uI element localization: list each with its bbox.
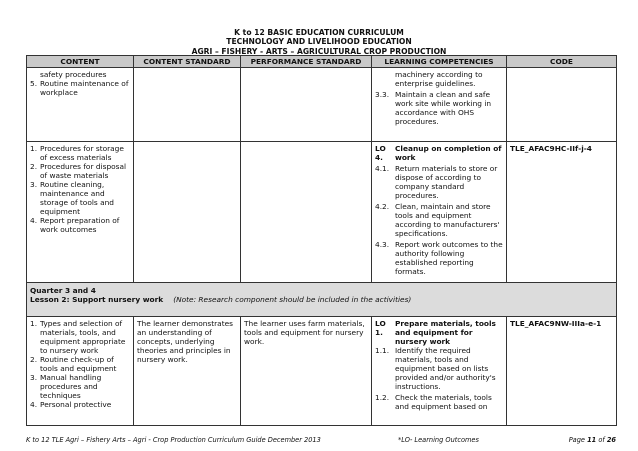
code-cell [507, 317, 617, 426]
competencies-cell [372, 68, 507, 142]
content-standard-cell [134, 68, 241, 142]
learning-outcome: LO 4. Cleanup on completion of work [375, 144, 502, 163]
content-item: 5. Routine maintenance of workplace [30, 79, 129, 98]
code-cell [507, 142, 617, 283]
competency-item: 4.2. Clean, maintain and store tools and equipment according to manufacturers' specifications. [375, 202, 500, 239]
competency-item: 4.1. Return materials to store or dispose of according to company standard procedures. [375, 164, 498, 201]
lesson-title [30, 295, 613, 304]
competency-code: TLE_AFAC9HC-IIf-j-4 [510, 144, 592, 154]
competencies-cell [372, 142, 507, 283]
code-cell [507, 68, 617, 142]
quarter-cell [27, 283, 617, 317]
performance-standard-cell [241, 142, 372, 283]
col-header-learning-competencies: LEARNING COMPETENCIES [372, 56, 507, 68]
content-cell [27, 142, 134, 283]
header-subject: AGRI – FISHERY - ARTS – AGRICULTURAL CROP PRODUCTION [191, 46, 447, 56]
col-header-content-standard: CONTENT STANDARD [134, 56, 241, 68]
competency-item: 1.1. Identify the required materials, tools and equipment based on lists provided and/or authority's instructions. [375, 346, 496, 392]
content-item: safety procedures [40, 70, 107, 80]
research-note: (Note: Research component should be included in the activities) [173, 295, 412, 305]
content-cell [27, 317, 134, 426]
competency-item: 4.3. Report work outcomes to the authority following established reporting formats. [375, 240, 503, 277]
header-title: K to 12 BASIC EDUCATION CURRICULUM [234, 28, 404, 37]
table-row [27, 142, 617, 283]
document-header [0, 28, 638, 56]
content-item: 1. Types and selection of materials, tools, and equipment appropriate to nursery work [30, 319, 126, 356]
quarter-row [27, 283, 617, 317]
learning-outcome: LO 1. Prepare materials, tools and equipment for nursery work [375, 319, 496, 347]
quarter-title: Quarter 3 and 4 [30, 286, 96, 296]
col-header-code: CODE [507, 56, 617, 68]
performance-standard-cell [241, 68, 372, 142]
footer-lo-note: *LO- Learning Outcomes [398, 436, 479, 444]
content-standard-cell: The learner demonstrates an understanding of concepts, underlying theories and principles in nursery work. [134, 317, 241, 426]
table-row [27, 317, 617, 426]
col-header-content: CONTENT [27, 56, 134, 68]
curriculum-table [26, 55, 617, 426]
table-header-row [27, 56, 617, 68]
content-item: 3. Manual handling procedures and techniques [30, 373, 102, 401]
content-item: 2. Procedures for disposal of waste materials [30, 162, 127, 181]
col-header-performance-standard: PERFORMANCE STANDARD [241, 56, 372, 68]
performance-standard-cell: The learner uses farm materials, tools and equipment for nursery work. [241, 317, 372, 426]
competency-item: machinery according to enterprise guidelines. [395, 70, 483, 89]
footer-guide-title: K to 12 TLE Agri – Fishery Arts – Agri - Crop Production Curriculum Guide December 2013 [26, 436, 321, 444]
competencies-cell [372, 317, 507, 426]
header-subtitle: TECHNOLOGY AND LIVELIHOOD EDUCATION [226, 37, 412, 47]
content-item: 2. Routine check-up of tools and equipment [30, 355, 117, 374]
content-cell [27, 68, 134, 142]
table-row [27, 68, 617, 142]
content-item: 4. Report preparation of work outcomes [30, 216, 120, 235]
content-item: 1. Procedures for storage of excess materials [30, 144, 124, 163]
competency-item: 3.3. Maintain a clean and safe work site while working in accordance with OHS procedures. [375, 90, 492, 127]
content-item: 4. Personal protective [30, 400, 112, 410]
competency-item: 1.2. Check the materials, tools and equipment based on [375, 393, 492, 412]
content-standard-cell [134, 142, 241, 283]
page-number: Page 11 of 26 [568, 436, 616, 444]
content-item: 3. Routine cleaning, maintenance and storage of tools and equipment [30, 180, 114, 217]
lesson-label: Lesson 2: Support nursery work [30, 295, 164, 305]
competency-code: TLE_AFAC9NW-IIIa-e-1 [510, 319, 602, 329]
